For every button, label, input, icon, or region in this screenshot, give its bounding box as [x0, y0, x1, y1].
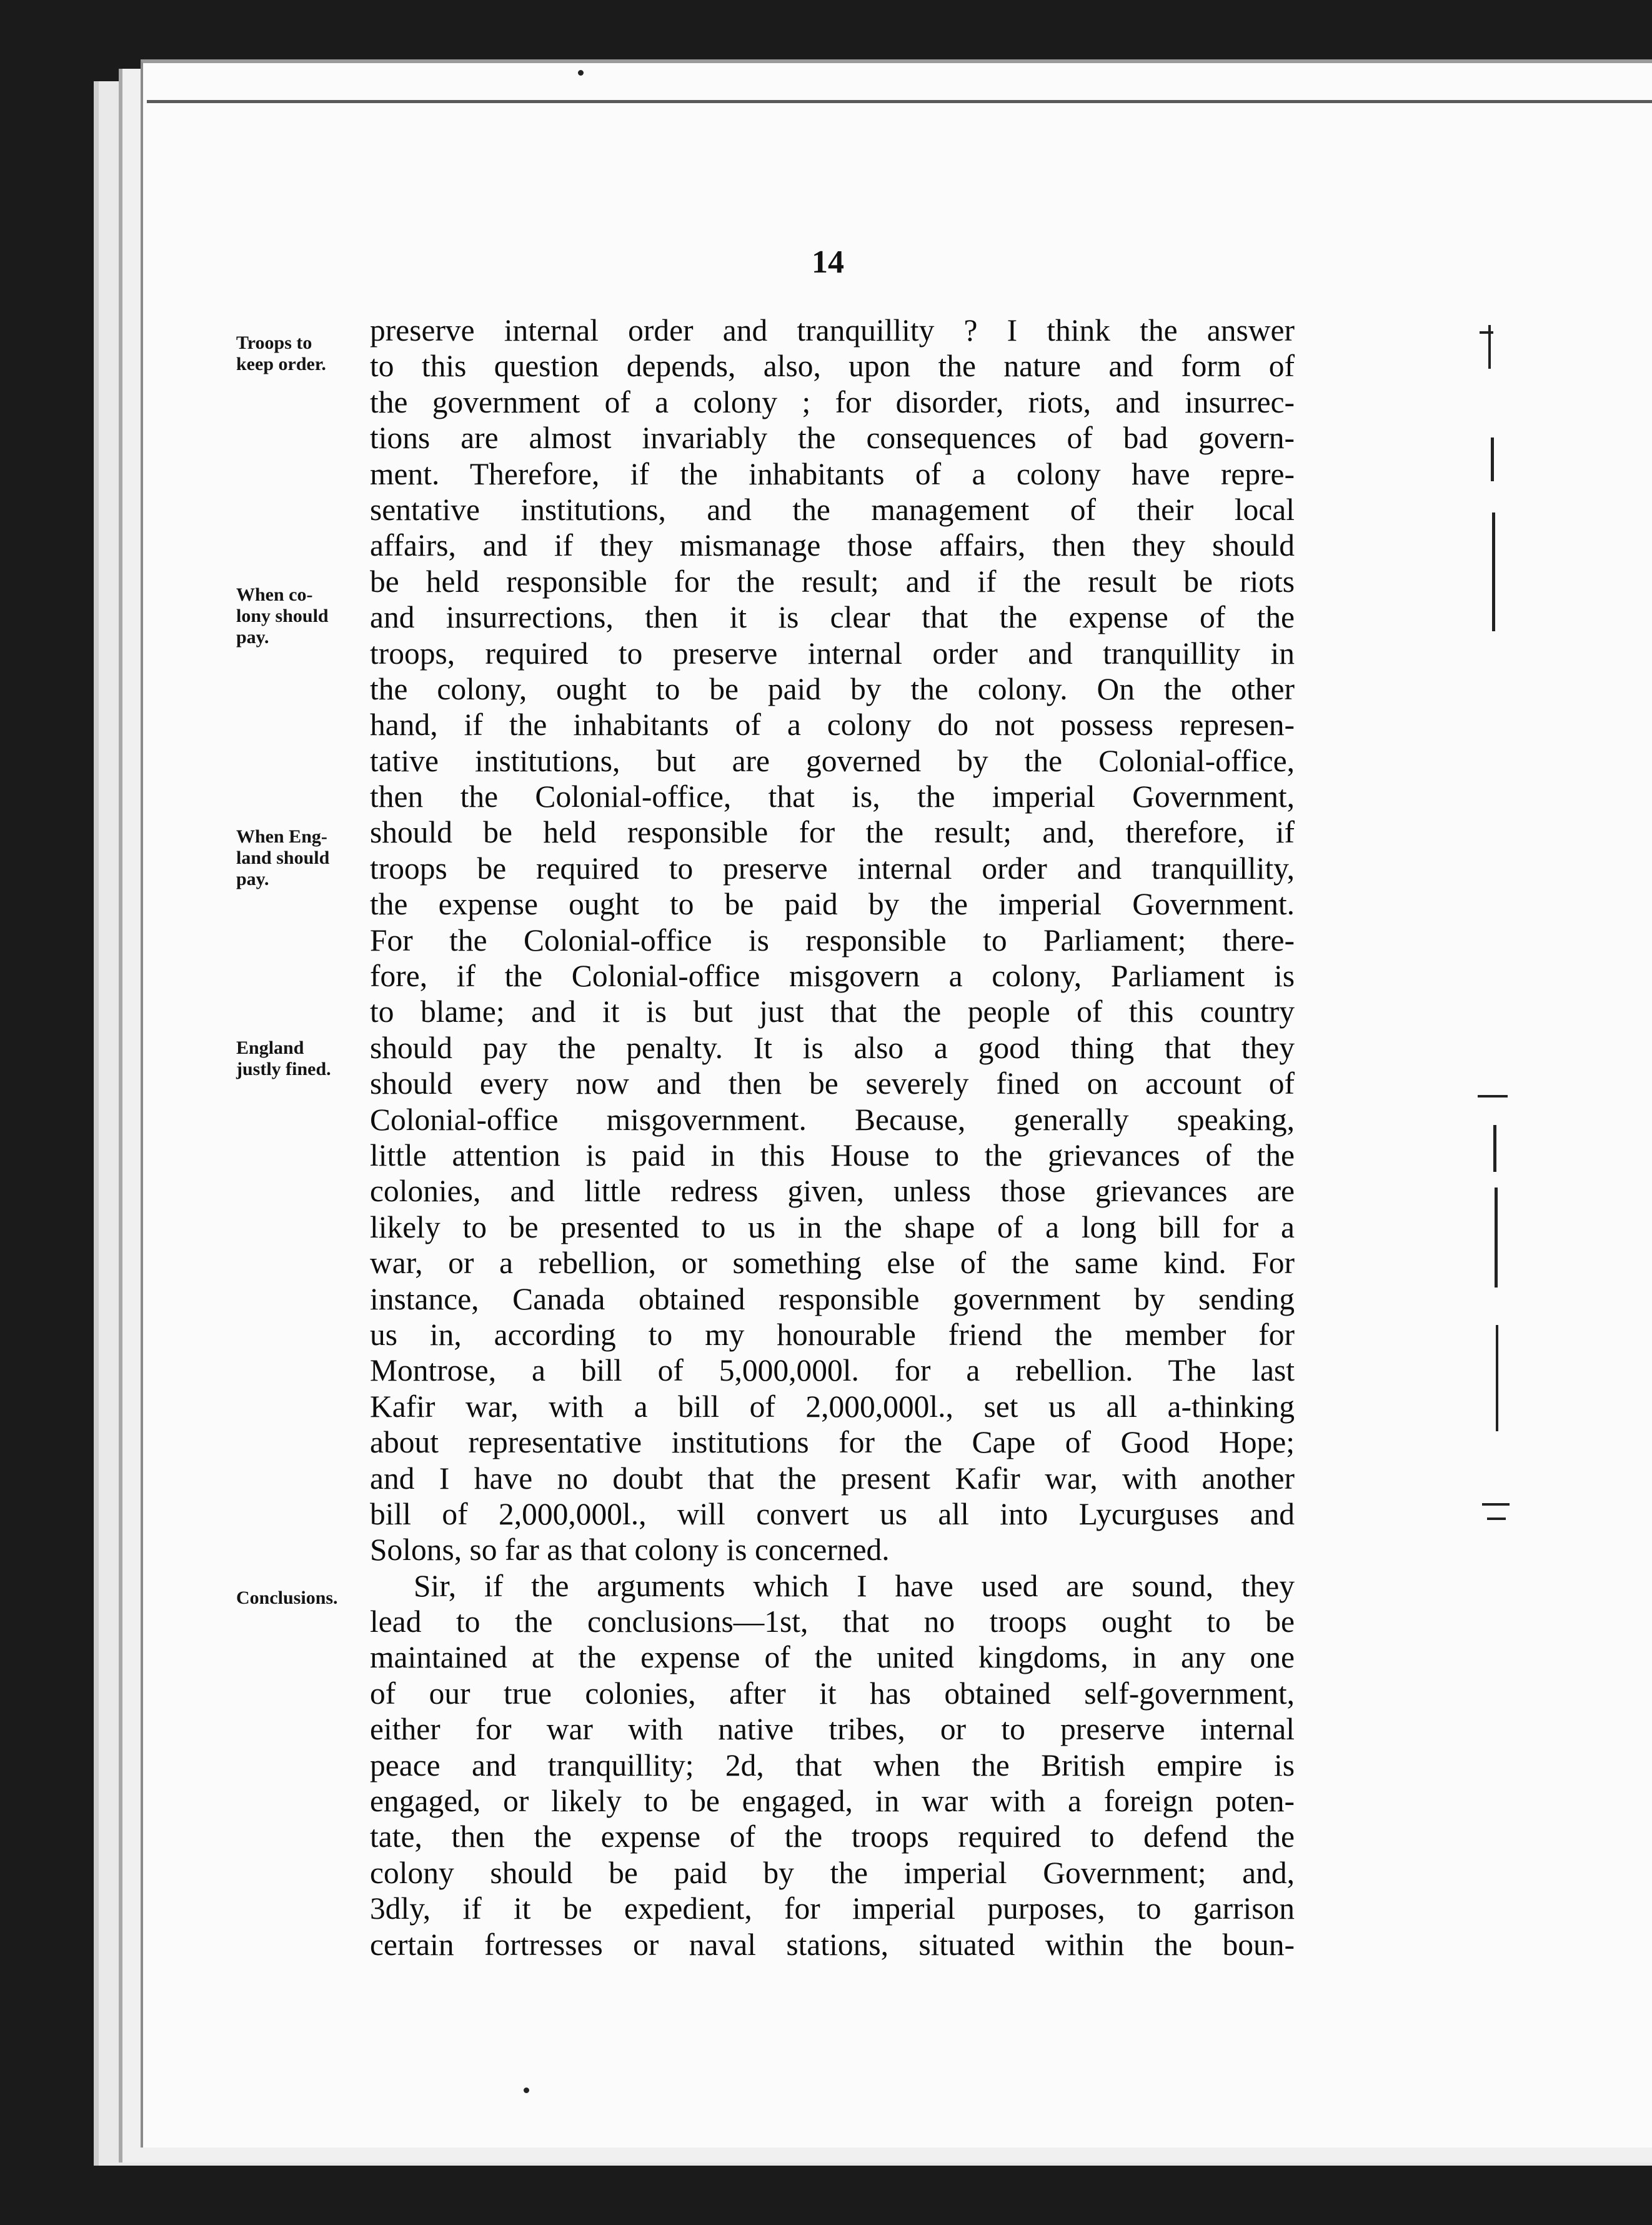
scan-artifact-dot	[578, 70, 584, 76]
text-line: 3dly, if it be expedient, for imperial purposes, to garrison	[370, 1891, 1295, 1926]
text-line: should be held responsible for the result; and, therefore, if	[370, 815, 1295, 850]
margin-note-line: lony should	[236, 606, 329, 626]
margin-note-line: Conclusions.	[236, 1588, 338, 1608]
margin-note-line: land should	[236, 848, 330, 868]
text-line: troops, required to preserve internal order and tranquillity in	[370, 636, 1295, 671]
text-line: troops be required to preserve internal order and tranquillity,	[370, 851, 1295, 886]
scan-artifact-mark	[1487, 1518, 1506, 1520]
text-line: should every now and then be severely fined on account of	[370, 1066, 1295, 1101]
text-line: and I have no doubt that the present Kafir war, with another	[370, 1461, 1295, 1496]
text-line: us in, according to my honourable friend the member for	[370, 1317, 1295, 1352]
text-line: affairs, and if they mismanage those affairs, then they should	[370, 528, 1295, 563]
margin-note-line: When Eng-	[236, 826, 327, 847]
margin-note-when-colony-should-pay	[236, 584, 367, 648]
text-line: should pay the penalty. It is also a good thing that they	[370, 1030, 1295, 1065]
text-line: hand, if the inhabitants of a colony do not possess represen-	[370, 708, 1295, 742]
scan-artifact-mark	[1496, 1325, 1498, 1431]
text-line: ment. Therefore, if the inhabitants of a colony have repre-	[370, 456, 1295, 491]
text-line: Colonial-office misgovernment. Because, generally speaking,	[370, 1102, 1295, 1137]
text-line: likely to be presented to us in the shape of a long bill for a	[370, 1209, 1295, 1244]
scan-artifact-dot	[524, 2088, 529, 2093]
text-line: to this question depends, also, upon the nature and form of	[370, 349, 1295, 384]
margin-note-line: pay.	[236, 869, 269, 889]
text-line: engaged, or likely to be engaged, in war with a foreign poten-	[370, 1784, 1295, 1819]
scan-artifact-mark	[1492, 512, 1495, 631]
text-line: little attention is paid in this House to the grievances of the	[370, 1138, 1295, 1172]
page-number: 14	[812, 244, 844, 280]
margin-note-conclusions	[236, 1588, 367, 1609]
text-line: tative institutions, but are governed by the Colonial-office,	[370, 743, 1295, 778]
text-line: certain fortresses or naval stations, situated within the boun-	[370, 1927, 1295, 1962]
text-line: either for war with native tribes, or to preserve internal	[370, 1712, 1295, 1747]
scan-artifact-mark	[1495, 1188, 1498, 1288]
margin-note-line: England	[236, 1038, 304, 1058]
text-line: colonies, and little redress given, unless those grievances are	[370, 1174, 1295, 1209]
text-line: to blame; and it is but just that the people of this country	[370, 994, 1295, 1029]
text-line: preserve internal order and tranquillity ? I think the answer	[370, 313, 1295, 348]
scan-artifact-mark	[1480, 331, 1493, 334]
text-line: colony should be paid by the imperial Government; and,	[370, 1855, 1295, 1890]
text-line: the expense ought to be paid by the imperial Government.	[370, 887, 1295, 922]
margin-note-line: justly fined.	[236, 1059, 331, 1079]
text-line: be held responsible for the result; and if the result be riots	[370, 564, 1295, 599]
body-text	[370, 312, 1295, 1962]
scan-artifact-mark	[1482, 1503, 1510, 1506]
margin-note-line: When co-	[236, 584, 313, 605]
text-line: tions are almost invariably the consequences of bad govern-	[370, 421, 1295, 456]
text-line: Montrose, a bill of 5,000,000l. for a rebellion. The last	[370, 1353, 1295, 1388]
margin-note-line: pay.	[236, 627, 269, 648]
text-line: then the Colonial-office, that is, the imperial Government,	[370, 779, 1295, 814]
text-line: Solons, so far as that colony is concerned.	[370, 1532, 890, 1568]
text-line: instance, Canada obtained responsible government by sending	[370, 1281, 1295, 1316]
text-line: the colony, ought to be paid by the colony. On the other	[370, 671, 1295, 706]
text-line: about representative institutions for the Cape of Good Hope;	[370, 1425, 1295, 1460]
text-line: sentative institutions, and the management of their local	[370, 492, 1295, 527]
text-line: and insurrections, then it is clear that the expense of the	[370, 600, 1295, 635]
text-line: maintained at the expense of the united kingdoms, in any one	[370, 1640, 1295, 1675]
scan-artifact-mark	[1491, 438, 1494, 481]
text-line: For the Colonial-office is responsible to Parliament; there-	[370, 922, 1295, 958]
text-line: war, or a rebellion, or something else of the same kind. For	[370, 1246, 1295, 1281]
margin-note-line: keep order.	[236, 354, 326, 374]
margin-note-england-justly-fined	[236, 1038, 367, 1080]
text-line: peace and tranquillity; 2d, that when the British empire is	[370, 1748, 1295, 1782]
text-line: fore, if the Colonial-office misgovern a colony, Parliament is	[370, 959, 1295, 994]
page-top-edge	[147, 100, 1652, 103]
margin-note-line: Troops to	[236, 332, 312, 353]
text-line: lead to the conclusions—1st, that no troops ought to be	[370, 1604, 1295, 1639]
text-line: tate, then the expense of the troops required to defend the	[370, 1819, 1295, 1854]
text-line: bill of 2,000,000l., will convert us all into Lycurguses and	[370, 1496, 1295, 1531]
text-line: Sir, if the arguments which I have used are sound, they	[414, 1568, 1295, 1603]
margin-note-troops-to-keep-order	[236, 332, 367, 375]
text-line: of our true colonies, after it has obtained self-government,	[370, 1676, 1295, 1711]
text-line: Kafir war, with a bill of 2,000,000l., set us all a-thinking	[370, 1389, 1295, 1424]
margin-note-when-england-should-pay	[236, 826, 367, 890]
text-line: the government of a colony ; for disorder, riots, and insurrec-	[370, 384, 1295, 419]
scan-artifact-mark	[1478, 1095, 1508, 1098]
scan-artifact-mark	[1493, 1125, 1496, 1172]
